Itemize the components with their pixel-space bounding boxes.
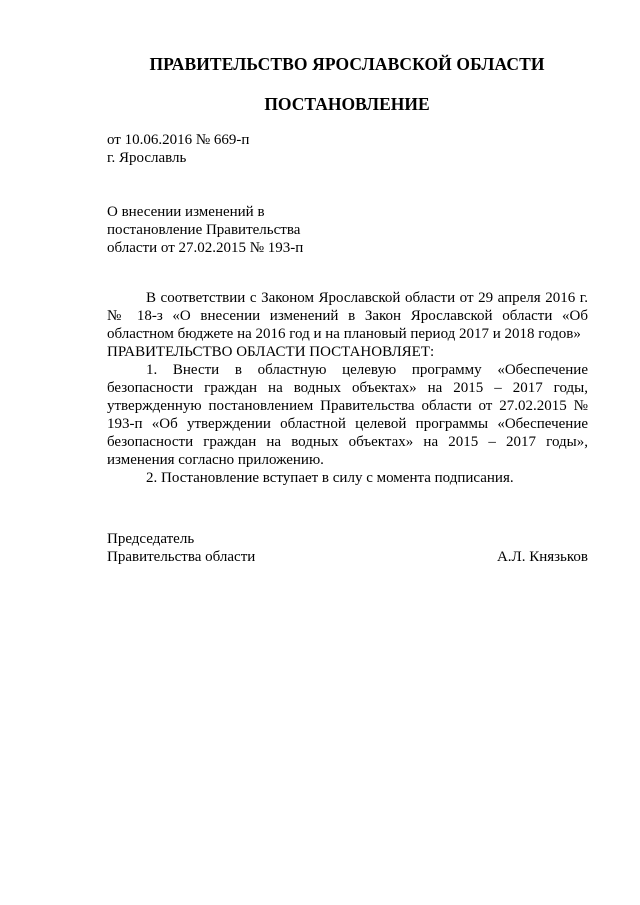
signatory-name: А.Л. Князьков <box>496 549 588 565</box>
subject-line-1: О внесении изменений в <box>107 204 265 220</box>
item-2-paragraph: 2. Постановление вступает в силу с момента подписания. <box>146 470 514 486</box>
item-1-paragraph: 1. Внести в областную целевую программу «Обеспечение безопасности граждан на водных объектах» на 2015 – 2017 годы, утвержденную постановлением Правительства области от 27.02.2015 № 193-п «Об утверждении областной целевой программы «Обеспечение безопасности граждан на водных объектах» на 2015 – 2017 годы», изменения согласно приложению. <box>107 362 588 468</box>
signatory-title-line-1: Председатель <box>107 531 195 547</box>
signatory-title <box>107 530 255 566</box>
subject-line-2: постановление Правительства <box>107 222 301 238</box>
document-city: г. Ярославль <box>107 150 187 166</box>
document-date-number: от 10.06.2016 № 669-п <box>107 132 250 148</box>
government-title: ПРАВИТЕЛЬСТВО ЯРОСЛАВСКОЙ ОБЛАСТИ <box>149 54 545 74</box>
signatory-title-line-2: Правительства области <box>107 549 256 565</box>
resolves-statement: ПРАВИТЕЛЬСТВО ОБЛАСТИ ПОСТАНОВЛЯЕТ: <box>107 344 435 360</box>
preamble-paragraph: В соответствии с Законом Ярославской области от 29 апреля 2016 г. № 18-з «О внесении изменений в Закон Ярославской области «Об областном бюджете на 2016 год и на плановый период 2017 и 2018 годов» <box>107 290 588 342</box>
document-body <box>107 289 588 487</box>
document-type-heading: ПОСТАНОВЛЕНИЕ <box>264 94 430 114</box>
subject-line-3: области от 27.02.2015 № 193-п <box>107 240 304 256</box>
